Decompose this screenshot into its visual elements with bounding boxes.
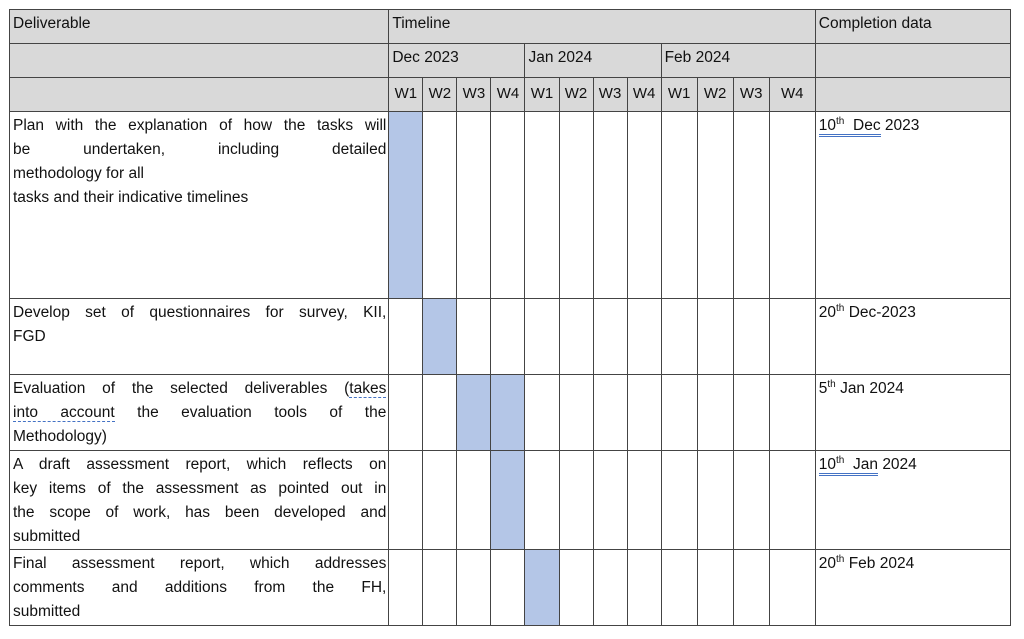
week-cell — [389, 299, 423, 375]
deliverable-description — [10, 550, 389, 626]
week-cell — [525, 375, 559, 451]
week-cell — [559, 451, 593, 550]
deliverable-line: A draft assessment report, which reflects on — [13, 456, 387, 473]
week-cell — [627, 375, 661, 451]
week-label: W4 — [627, 78, 661, 112]
week-cell — [593, 550, 627, 626]
week-cell-scheduled — [457, 375, 491, 451]
month-row — [10, 44, 1011, 78]
week-cell — [559, 375, 593, 451]
week-cell-scheduled — [491, 375, 525, 451]
deliverable-description — [10, 375, 389, 451]
month-row-spacer — [10, 44, 389, 78]
week-label: W2 — [697, 78, 733, 112]
week-label: W2 — [423, 78, 457, 112]
week-cell — [697, 375, 733, 451]
deliverable-line: Final assessment report, which addresses — [13, 555, 387, 572]
week-cell — [697, 550, 733, 626]
week-cell — [733, 451, 769, 550]
week-cell — [389, 451, 423, 550]
date-suffix: th — [836, 454, 845, 466]
deliverable-line: be undertaken, including detailed — [13, 141, 387, 158]
week-cell — [627, 112, 661, 299]
week-cell — [769, 451, 815, 550]
week-cell — [559, 299, 593, 375]
date-day: 10 — [818, 117, 837, 134]
deliverable-line: submitted — [13, 603, 81, 620]
week-cell — [733, 112, 769, 299]
week-cell — [525, 112, 559, 299]
week-cell — [457, 112, 491, 299]
week-label: W1 — [525, 78, 559, 112]
week-cell — [627, 451, 661, 550]
deliverable-row — [10, 451, 1011, 550]
week-cell — [525, 451, 559, 550]
deliverable-line: Plan with the explanation of how the tasks will — [13, 117, 387, 134]
completion-header: Completion data — [815, 10, 1010, 44]
date-month: Jan — [853, 456, 878, 473]
date-month: Jan — [840, 380, 866, 397]
week-cell-scheduled — [389, 112, 423, 299]
completion-date — [815, 451, 1010, 550]
week-cell-scheduled — [491, 451, 525, 550]
week-cell-scheduled — [423, 299, 457, 375]
week-cell — [593, 451, 627, 550]
date-month: Dec-2023 — [848, 304, 916, 321]
week-cell — [661, 451, 697, 550]
date-suffix: th — [836, 115, 845, 127]
week-cell — [733, 550, 769, 626]
week-cell — [697, 299, 733, 375]
week-cell — [491, 112, 525, 299]
spellcheck-underline: into account — [13, 404, 115, 421]
deliverable-line: Develop set of questionnaires for survey, KII, — [13, 304, 387, 321]
week-cell — [661, 375, 697, 451]
month-jan-2024: Jan 2024 — [525, 44, 661, 78]
date-day: 20 — [818, 555, 837, 572]
week-cell — [769, 550, 815, 626]
week-cell — [593, 299, 627, 375]
date-suffix: th — [836, 553, 845, 565]
deliverable-line: Evaluation of the selected deliverables (takes — [13, 380, 387, 397]
date-month: Feb — [848, 555, 876, 572]
month-row-spacer-right — [815, 44, 1010, 78]
deliverables-timeline-table — [9, 9, 1011, 626]
deliverable-line: methodology for all — [13, 165, 144, 182]
date-suffix: th — [836, 302, 845, 314]
deliverable-line: the scope of work, has been developed and — [13, 504, 387, 521]
week-cell — [389, 375, 423, 451]
week-row-spacer — [10, 78, 389, 112]
week-cell — [389, 550, 423, 626]
week-cell — [661, 112, 697, 299]
week-cell — [593, 375, 627, 451]
date-month: Dec — [853, 117, 881, 134]
deliverable-line: into account the evaluation tools of the — [13, 404, 387, 421]
week-cell — [627, 299, 661, 375]
deliverable-row — [10, 550, 1011, 626]
deliverable-line: Methodology) — [13, 428, 107, 445]
deliverable-row — [10, 112, 1011, 299]
week-cell-scheduled — [525, 550, 559, 626]
date-day-part — [819, 117, 881, 137]
week-cell — [457, 299, 491, 375]
deliverable-description — [10, 299, 389, 375]
week-label: W3 — [593, 78, 627, 112]
date-year: 2024 — [869, 380, 904, 397]
month-dec-2023: Dec 2023 — [389, 44, 525, 78]
week-cell — [457, 550, 491, 626]
week-cell — [733, 375, 769, 451]
week-label: W4 — [491, 78, 525, 112]
week-label: W1 — [661, 78, 697, 112]
week-cell — [661, 550, 697, 626]
week-cell — [697, 112, 733, 299]
week-cell — [491, 299, 525, 375]
week-cell — [627, 550, 661, 626]
header-row — [10, 10, 1011, 44]
week-cell — [559, 550, 593, 626]
week-row — [10, 78, 1011, 112]
completion-date — [815, 112, 1010, 299]
week-row-spacer-right — [815, 78, 1010, 112]
month-feb-2024: Feb 2024 — [661, 44, 815, 78]
deliverable-line: key items of the assessment as pointed out in — [13, 480, 387, 497]
deliverable-line: FGD — [13, 328, 46, 345]
date-day-part — [819, 456, 878, 476]
week-label: W3 — [733, 78, 769, 112]
date-day: 20 — [818, 304, 837, 321]
week-cell — [457, 451, 491, 550]
week-cell — [525, 299, 559, 375]
deliverable-line: comments and additions from the FH, — [13, 579, 387, 596]
week-cell — [733, 299, 769, 375]
completion-date — [815, 550, 1010, 626]
spellcheck-underline: takes — [349, 380, 387, 397]
deliverable-line: submitted — [13, 528, 81, 545]
week-cell — [769, 299, 815, 375]
week-cell — [559, 112, 593, 299]
week-label: W4 — [769, 78, 815, 112]
deliverable-line: tasks and their indicative timelines — [13, 189, 249, 206]
date-day: 5 — [818, 380, 828, 397]
week-cell — [423, 112, 457, 299]
deliverable-description — [10, 112, 389, 299]
week-cell — [423, 550, 457, 626]
completion-date — [815, 299, 1010, 375]
deliverable-row — [10, 299, 1011, 375]
deliverable-row — [10, 375, 1011, 451]
week-cell — [423, 451, 457, 550]
date-year: 2024 — [879, 555, 915, 572]
date-suffix: th — [827, 378, 836, 390]
week-cell — [491, 550, 525, 626]
week-label: W2 — [559, 78, 593, 112]
deliverable-header: Deliverable — [10, 10, 389, 44]
week-cell — [423, 375, 457, 451]
week-label: W1 — [389, 78, 423, 112]
week-cell — [593, 112, 627, 299]
date-year: 2023 — [884, 117, 920, 134]
timeline-header: Timeline — [389, 10, 815, 44]
date-year: 2024 — [882, 456, 917, 473]
completion-date — [815, 375, 1010, 451]
date-day: 10 — [818, 456, 837, 473]
week-cell — [769, 375, 815, 451]
week-cell — [697, 451, 733, 550]
week-cell — [661, 299, 697, 375]
week-cell — [769, 112, 815, 299]
deliverable-description — [10, 451, 389, 550]
week-label: W3 — [457, 78, 491, 112]
